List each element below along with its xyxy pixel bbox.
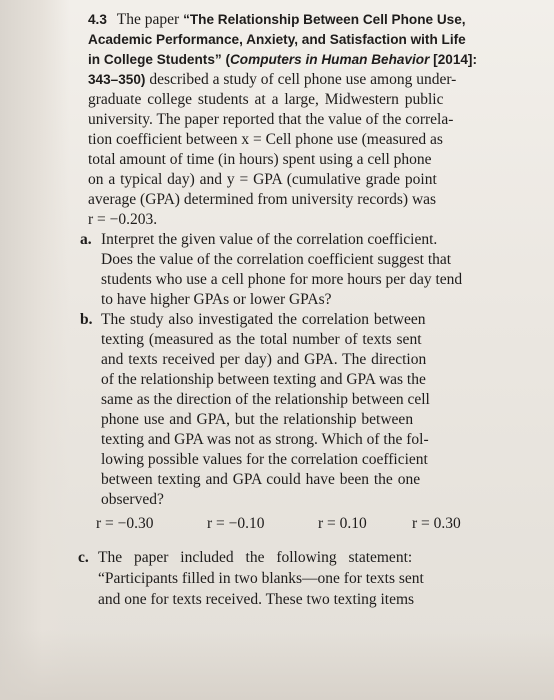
problem-line-3: in College Students” (Computers in Human Behavior [2014]:: [88, 52, 477, 67]
part-a-line-2: Does the value of the correlation coefficient suggest that: [101, 251, 452, 268]
problem-line-11: r = −0.203.: [88, 211, 158, 228]
page-bottom-shadow: [0, 630, 554, 700]
part-b-line-1: The study also investigated the correlation between: [101, 311, 426, 328]
part-c-line-1: The paper included the following statement:: [98, 549, 413, 566]
problem-line-7: tion coefficient between x = Cell phone use (measured as: [88, 131, 443, 148]
part-a-label: a.: [80, 231, 92, 248]
part-b-line-2: texting (measured as the total number of texts sent: [101, 331, 422, 348]
part-b-line-9: between texting and GPA could have been the one: [101, 471, 421, 488]
problem-line-10: average (GPA) determined from university records) was: [88, 191, 437, 208]
option-r-neg-010: r = −0.10: [207, 515, 265, 532]
part-b-line-10: observed?: [101, 491, 164, 508]
part-a-line-4: to have higher GPAs or lower GPAs?: [101, 291, 332, 308]
page-gutter: [0, 0, 70, 700]
part-b-line-5: same as the direction of the relationship between cell: [101, 391, 430, 408]
part-c-line-2: “Participants filled in two blanks—one for texts sent: [98, 570, 424, 587]
problem-line-2: Academic Performance, Anxiety, and Satisfaction with Life: [88, 32, 466, 47]
part-b-line-4: of the relationship between texting and GPA was the: [101, 371, 426, 388]
part-c-line-3: and one for texts received. These two texting items: [98, 591, 415, 608]
problem-line-6: university. The paper reported that the value of the correla-: [88, 111, 454, 128]
problem-line-5: graduate college students at a large, Midwestern public: [88, 91, 444, 108]
option-r-pos-010: r = 0.10: [318, 515, 367, 532]
part-b-line-8: lowing possible values for the correlation coefficient: [101, 451, 428, 468]
problem-line-4: 343–350) described a study of cell phone use among under-: [88, 71, 457, 88]
problem-line-8: total amount of time (in hours) spent using a cell phone: [88, 151, 432, 168]
problem-line-1: 4.3 The paper “The Relationship Between Cell Phone Use,: [88, 11, 466, 28]
part-b-line-6: phone use and GPA, but the relationship between: [101, 411, 414, 428]
part-b-label: b.: [80, 311, 93, 328]
option-r-neg-030: r = −0.30: [96, 515, 154, 532]
part-b-line-7: texting and GPA was not as strong. Which of the fol-: [101, 431, 429, 448]
part-c-label: c.: [78, 549, 89, 566]
option-r-pos-030: r = 0.30: [412, 515, 461, 532]
part-a-line-1: Interpret the given value of the correlation coefficient.: [101, 231, 438, 248]
problem-line-9: on a typical day) and y = GPA (cumulative grade point: [88, 171, 437, 188]
part-b-line-3: and texts received per day) and GPA. The direction: [101, 351, 427, 368]
problem-number: 4.3: [88, 12, 107, 27]
part-a-line-3: students who use a cell phone for more hours per day tend: [101, 271, 463, 288]
